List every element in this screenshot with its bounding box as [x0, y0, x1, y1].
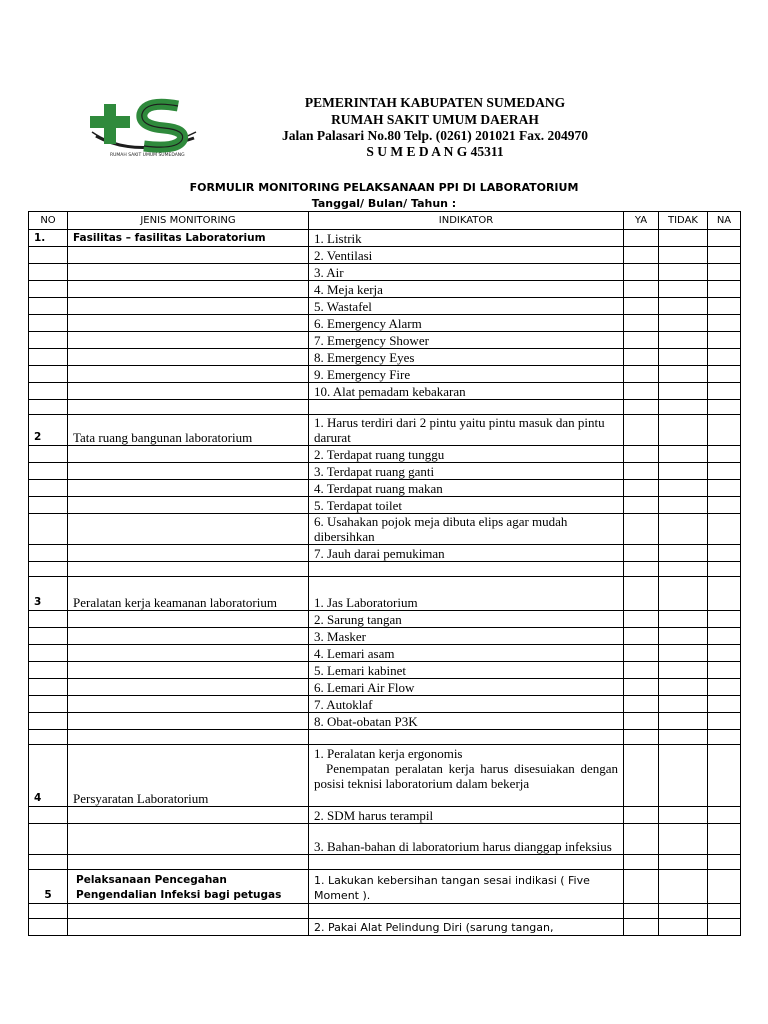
cell-tidak[interactable] [659, 611, 708, 628]
table-row [29, 514, 741, 545]
col-no: NO [29, 212, 68, 230]
row-indikator: 1. Harus terdiri dari 2 pintu yaitu pintu masuk dan pintu darurat [309, 415, 624, 446]
cell-tidak[interactable] [659, 415, 708, 446]
cell-na[interactable] [708, 366, 741, 383]
row-indikator: 3. Masker [309, 628, 624, 645]
row-indikator: 2. Ventilasi [309, 247, 624, 264]
indikator-line: Penempatan peralatan kerja harus disesuiakan dengan posisi teknisi laboratorium dalam bekerja [314, 761, 618, 791]
cell-tidak[interactable] [659, 298, 708, 315]
table-row [29, 480, 741, 497]
table-row [29, 662, 741, 679]
cell-tidak[interactable] [659, 807, 708, 824]
cell-tidak[interactable] [659, 497, 708, 514]
cell-ya[interactable] [624, 366, 659, 383]
row-jenis: Pelaksanaan Pencegahan Pengendalian Infeksi bagi petugas [68, 870, 309, 904]
row-indikator: 1. Lakukan kebersihan tangan sesai indikasi ( Five Moment ). [309, 870, 624, 904]
cell-ya[interactable] [624, 446, 659, 463]
cell-tidak[interactable] [659, 713, 708, 730]
cell-ya[interactable] [624, 824, 659, 855]
row-indikator [309, 745, 624, 807]
indikator-line: 1. Peralatan kerja ergonomis [314, 746, 463, 761]
row-no: 3 [29, 577, 68, 611]
header-line-2: RUMAH SAKIT UMUM DAERAH [331, 112, 539, 127]
row-indikator: 5. Terdapat toilet [309, 497, 624, 514]
row-no: 1. [29, 230, 68, 247]
cell-ya[interactable] [624, 919, 659, 936]
row-jenis: Peralatan kerja keamanan laboratorium [68, 577, 309, 611]
table-row [29, 745, 741, 807]
row-indikator: 2. Terdapat ruang tunggu [309, 446, 624, 463]
cell-na[interactable] [708, 315, 741, 332]
cell-na[interactable] [708, 281, 741, 298]
cell-ya[interactable] [624, 480, 659, 497]
cell-tidak[interactable] [659, 745, 708, 807]
table-row [29, 497, 741, 514]
cell-na[interactable] [708, 611, 741, 628]
cell-tidak[interactable] [659, 514, 708, 545]
table-row [29, 366, 741, 383]
cell-ya[interactable] [624, 628, 659, 645]
cell-tidak[interactable] [659, 264, 708, 281]
cell-ya[interactable] [624, 463, 659, 480]
cell-tidak[interactable] [659, 349, 708, 366]
spacer-row [29, 562, 741, 577]
header-address: Jalan Palasari No.80 Telp. (0261) 201021 Fax. 204970 [281, 128, 588, 143]
table-row [29, 611, 741, 628]
cell-ya[interactable] [624, 545, 659, 562]
row-indikator: 8. Emergency Eyes [309, 349, 624, 366]
table-row [29, 545, 741, 562]
cell-tidak[interactable] [659, 480, 708, 497]
table-row [29, 446, 741, 463]
cell-na[interactable] [708, 662, 741, 679]
header-city: S U M E D A N G 45311 [366, 144, 504, 159]
cell-ya[interactable] [624, 696, 659, 713]
cell-na[interactable] [708, 463, 741, 480]
col-tidak: TIDAK [659, 212, 708, 230]
spacer-row [29, 904, 741, 919]
form-date-label: Tanggal/ Bulan/ Tahun : [311, 197, 457, 210]
cell-na[interactable] [708, 696, 741, 713]
cell-na[interactable] [708, 745, 741, 807]
cell-ya[interactable] [624, 645, 659, 662]
row-indikator: 5. Lemari kabinet [309, 662, 624, 679]
cell-tidak[interactable] [659, 366, 708, 383]
cell-tidak[interactable] [659, 281, 708, 298]
row-jenis: Persyaratan Laboratorium [68, 745, 309, 807]
row-indikator: 1. Jas Laboratorium [309, 577, 624, 611]
cell-tidak[interactable] [659, 662, 708, 679]
table-row [29, 315, 741, 332]
cell-ya[interactable] [624, 807, 659, 824]
row-no: 5 [29, 870, 68, 904]
row-indikator: 2. Pakai Alat Pelindung Diri (sarung tangan, [309, 919, 624, 936]
row-no: 4 [29, 745, 68, 807]
row-indikator: 6. Lemari Air Flow [309, 679, 624, 696]
row-indikator: 7. Autoklaf [309, 696, 624, 713]
cell-tidak[interactable] [659, 679, 708, 696]
cell-tidak[interactable] [659, 230, 708, 247]
cell-tidak[interactable] [659, 463, 708, 480]
cell-ya[interactable] [624, 349, 659, 366]
cell-ya[interactable] [624, 662, 659, 679]
cell-ya[interactable] [624, 332, 659, 349]
cell-na[interactable] [708, 497, 741, 514]
cell-ya[interactable] [624, 713, 659, 730]
row-indikator: 9. Emergency Fire [309, 366, 624, 383]
table-row [29, 281, 741, 298]
cell-ya[interactable] [624, 514, 659, 545]
cell-ya[interactable] [624, 577, 659, 611]
cell-na[interactable] [708, 383, 741, 400]
table-row [29, 696, 741, 713]
row-indikator: 7. Emergency Shower [309, 332, 624, 349]
cell-tidak[interactable] [659, 824, 708, 855]
table-row [29, 415, 741, 446]
svg-text:RUMAH SAKIT UMUM SUMEDANG: RUMAH SAKIT UMUM SUMEDANG [110, 153, 185, 158]
table-row [29, 919, 741, 936]
cell-ya[interactable] [624, 383, 659, 400]
cell-na[interactable] [708, 545, 741, 562]
row-indikator: 4. Meja kerja [309, 281, 624, 298]
row-indikator: 7. Jauh darai pemukiman [309, 545, 624, 562]
cell-tidak[interactable] [659, 645, 708, 662]
form-title: FORMULIR MONITORING PELAKSANAAN PPI DI LABORATORIUM [189, 181, 579, 194]
cell-na[interactable] [708, 514, 741, 545]
cell-na[interactable] [708, 679, 741, 696]
cell-na[interactable] [708, 264, 741, 281]
cell-tidak[interactable] [659, 577, 708, 611]
cell-tidak[interactable] [659, 870, 708, 904]
cell-na[interactable] [708, 298, 741, 315]
table-row [29, 713, 741, 730]
row-indikator: 6. Usahakan pojok meja dibuta elips agar mudah dibersihkan [309, 514, 624, 545]
table-row [29, 463, 741, 480]
cell-ya[interactable] [624, 315, 659, 332]
table-row [29, 577, 741, 611]
cell-na[interactable] [708, 645, 741, 662]
cell-tidak[interactable] [659, 545, 708, 562]
row-indikator: 4. Lemari asam [309, 645, 624, 662]
table-row [29, 807, 741, 824]
col-jenis: JENIS MONITORING [68, 212, 309, 230]
cell-tidak[interactable] [659, 628, 708, 645]
cell-na[interactable] [708, 577, 741, 611]
spacer-row [29, 730, 741, 745]
monitoring-table [28, 211, 741, 936]
row-indikator: 1. Listrik [309, 230, 624, 247]
cell-tidak[interactable] [659, 383, 708, 400]
row-indikator: 2. SDM harus terampil [309, 807, 624, 824]
cell-tidak[interactable] [659, 919, 708, 936]
cell-na[interactable] [708, 415, 741, 446]
cell-tidak[interactable] [659, 315, 708, 332]
cell-na[interactable] [708, 628, 741, 645]
spacer-row [29, 400, 741, 415]
cell-na[interactable] [708, 480, 741, 497]
spacer-row [29, 855, 741, 870]
table-row [29, 247, 741, 264]
row-indikator: 6. Emergency Alarm [309, 315, 624, 332]
cell-ya[interactable] [624, 611, 659, 628]
table-row [29, 264, 741, 281]
row-jenis: Tata ruang bangunan laboratorium [68, 415, 309, 446]
cell-na[interactable] [708, 349, 741, 366]
cell-ya[interactable] [624, 298, 659, 315]
table-row [29, 349, 741, 366]
row-indikator: 4. Terdapat ruang makan [309, 480, 624, 497]
hospital-logo [86, 96, 200, 166]
cell-ya[interactable] [624, 497, 659, 514]
cell-na[interactable] [708, 230, 741, 247]
table-row [29, 870, 741, 904]
table-row [29, 230, 741, 247]
cell-na[interactable] [708, 870, 741, 904]
table-row [29, 298, 741, 315]
table-row [29, 383, 741, 400]
cell-na[interactable] [708, 332, 741, 349]
header-line-1: PEMERINTAH KABUPATEN SUMEDANG [304, 95, 566, 110]
cell-tidak[interactable] [659, 446, 708, 463]
cell-na[interactable] [708, 919, 741, 936]
cell-ya[interactable] [624, 679, 659, 696]
table-row [29, 824, 741, 855]
table-header-row [29, 212, 741, 230]
cell-ya[interactable] [624, 281, 659, 298]
cell-ya[interactable] [624, 247, 659, 264]
table-row [29, 645, 741, 662]
cell-ya[interactable] [624, 264, 659, 281]
row-indikator: 10. Alat pemadam kebakaran [309, 383, 624, 400]
cell-tidak[interactable] [659, 247, 708, 264]
row-indikator: 3. Bahan-bahan di laboratorium harus dianggap infeksius [309, 824, 624, 855]
cell-ya[interactable] [624, 745, 659, 807]
cell-tidak[interactable] [659, 696, 708, 713]
col-ya: YA [624, 212, 659, 230]
row-indikator: 5. Wastafel [309, 298, 624, 315]
row-indikator: 2. Sarung tangan [309, 611, 624, 628]
table-row [29, 679, 741, 696]
row-indikator: 8. Obat-obatan P3K [309, 713, 624, 730]
row-indikator: 3. Terdapat ruang ganti [309, 463, 624, 480]
row-no: 2 [29, 415, 68, 446]
cell-ya[interactable] [624, 415, 659, 446]
cell-na[interactable] [708, 824, 741, 855]
cell-ya[interactable] [624, 870, 659, 904]
table-row [29, 628, 741, 645]
cell-na[interactable] [708, 446, 741, 463]
cell-na[interactable] [708, 247, 741, 264]
col-indikator: INDIKATOR [309, 212, 624, 230]
cell-tidak[interactable] [659, 332, 708, 349]
row-jenis: Fasilitas – fasilitas Laboratorium [68, 230, 309, 247]
col-na: NA [708, 212, 741, 230]
table-row [29, 332, 741, 349]
row-indikator: 3. Air [309, 264, 624, 281]
cell-ya[interactable] [624, 230, 659, 247]
cell-na[interactable] [708, 713, 741, 730]
cell-na[interactable] [708, 807, 741, 824]
